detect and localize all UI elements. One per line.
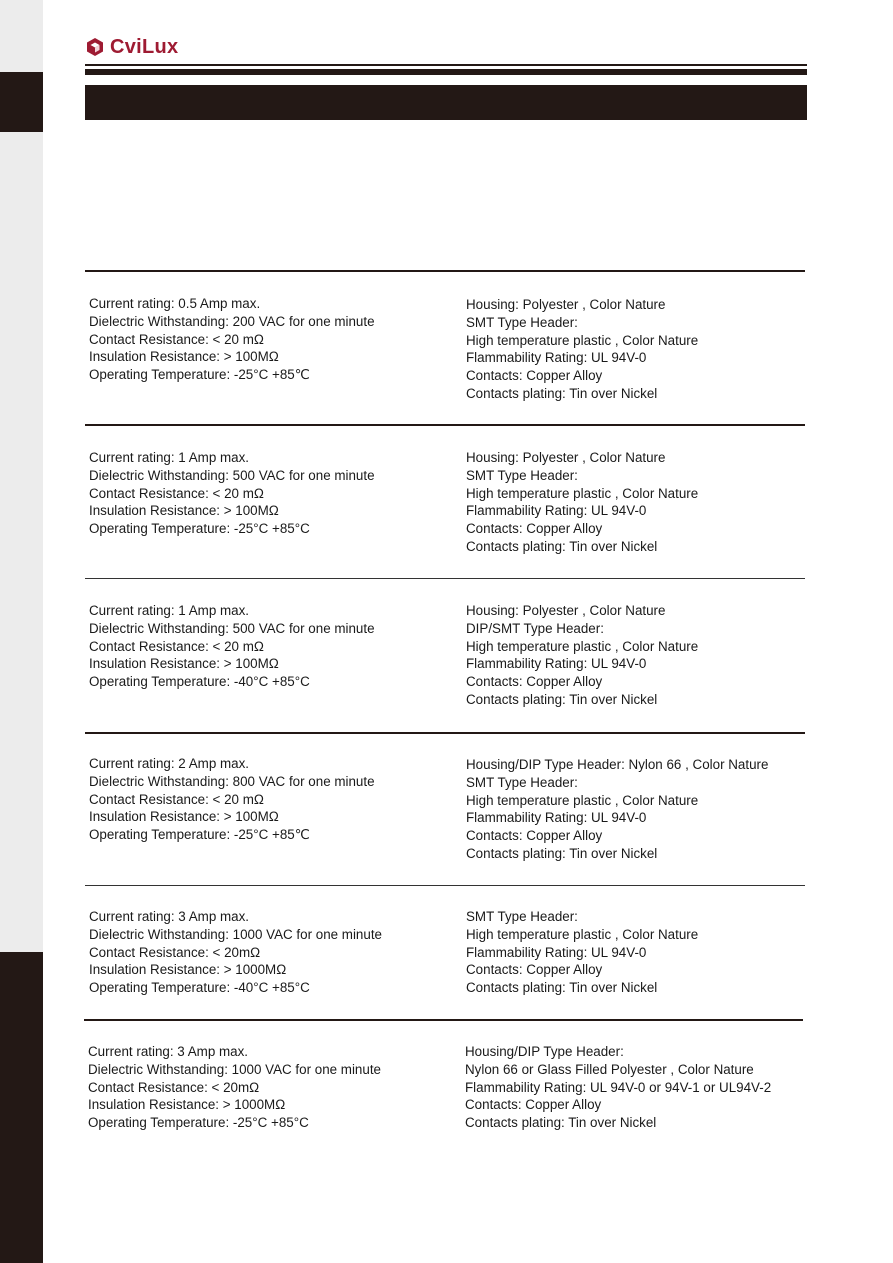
spec-line: Dielectric Withstanding: 500 VAC for one minute — [89, 620, 375, 636]
spec-line: High temperature plastic , Color Nature — [466, 792, 699, 808]
spec-electrical — [89, 908, 382, 997]
spec-line: High temperature plastic , Color Nature — [466, 485, 699, 501]
spec-line: Contact Resistance: < 20 mΩ — [89, 791, 264, 807]
spec-line: Current rating: 2 Amp max. — [89, 756, 250, 771]
spec-line: High temperature plastic , Color Nature — [466, 638, 699, 654]
spec-line: Contacts plating: Tin over Nickel — [466, 691, 658, 707]
title-bar — [85, 85, 807, 120]
spec-line: Housing/DIP Type Header: — [465, 1044, 624, 1059]
spec-line: SMT Type Header: — [466, 314, 578, 330]
spec-line: Contact Resistance: < 20mΩ — [88, 1079, 260, 1095]
spec-line: Contacts plating: Tin over Nickel — [465, 1115, 657, 1131]
spec-line: Dielectric Withstanding: 500 VAC for one minute — [89, 467, 375, 483]
spec-line: SMT Type Header: — [466, 909, 578, 924]
spec-line: Contacts plating: Tin over Nickel — [466, 845, 658, 861]
spec-line: Insulation Resistance: > 100MΩ — [89, 503, 279, 519]
spec-line: Housing: Polyester , Color Nature — [466, 297, 666, 312]
spec-line: Dielectric Withstanding: 1000 VAC for one minute — [88, 1061, 381, 1077]
spec-line: Contacts plating: Tin over Nickel — [466, 980, 658, 996]
section-divider — [85, 424, 805, 426]
spec-line: Contact Resistance: < 20 mΩ — [89, 485, 264, 501]
spec-line: Operating Temperature: -25°C +85℃ — [89, 367, 310, 383]
spec-material — [466, 449, 698, 556]
spec-line: Dielectric Withstanding: 200 VAC for one minute — [89, 313, 375, 329]
spec-line: Contacts: Copper Alloy — [466, 521, 603, 537]
spec-material — [466, 908, 698, 997]
spec-line: Operating Temperature: -25°C +85°C — [88, 1115, 309, 1131]
spec-line: Insulation Resistance: > 1000MΩ — [88, 1097, 286, 1113]
spec-material — [466, 602, 698, 709]
spec-line: Nylon 66 or Glass Filled Polyester , Color Nature — [465, 1061, 754, 1077]
spec-line: Housing: Polyester , Color Nature — [466, 450, 666, 465]
spec-line: Contact Resistance: < 20 mΩ — [89, 331, 264, 347]
spec-line: Insulation Resistance: > 100MΩ — [89, 656, 279, 672]
spec-line: Current rating: 1 Amp max. — [89, 603, 250, 618]
side-tab-marker-bottom — [0, 952, 43, 1263]
spec-line: Insulation Resistance: > 100MΩ — [89, 809, 279, 825]
spec-material — [465, 1043, 771, 1132]
spec-line: Operating Temperature: -25°C +85℃ — [89, 827, 310, 843]
spec-line: Contacts: Copper Alloy — [466, 962, 603, 978]
spec-electrical — [89, 295, 375, 384]
spec-electrical — [89, 602, 375, 691]
spec-line: Flammability Rating: UL 94V-0 — [466, 656, 647, 672]
spec-line: High temperature plastic , Color Nature — [466, 332, 699, 348]
spec-line: Operating Temperature: -40°C +85°C — [89, 980, 310, 996]
spec-line: Contact Resistance: < 20 mΩ — [89, 638, 264, 654]
spec-line: Insulation Resistance: > 100MΩ — [89, 349, 279, 365]
spec-line: Insulation Resistance: > 1000MΩ — [89, 962, 287, 978]
spec-electrical — [89, 755, 375, 844]
spec-material — [466, 756, 768, 863]
spec-line: Current rating: 3 Amp max. — [89, 909, 250, 924]
spec-line: Contacts: Copper Alloy — [466, 828, 603, 844]
spec-line: Flammability Rating: UL 94V-0 — [466, 350, 647, 366]
spec-line: Contacts: Copper Alloy — [466, 674, 603, 690]
spec-line: High temperature plastic , Color Nature — [466, 926, 699, 942]
spec-line: Contacts: Copper Alloy — [466, 368, 603, 384]
section-divider — [85, 578, 805, 579]
spec-electrical — [88, 1043, 381, 1132]
spec-line: SMT Type Header: — [466, 467, 578, 483]
section-divider — [84, 1019, 803, 1021]
spec-line: Current rating: 0.5 Amp max. — [89, 296, 261, 311]
spec-line: Contacts plating: Tin over Nickel — [466, 385, 658, 401]
spec-material — [466, 296, 698, 403]
spec-line: Current rating: 3 Amp max. — [88, 1044, 249, 1059]
spec-line: Contact Resistance: < 20mΩ — [89, 944, 261, 960]
section-divider — [85, 732, 805, 734]
spec-line: Housing/DIP Type Header: Nylon 66 , Color Nature — [466, 757, 769, 772]
spec-line: Current rating: 1 Amp max. — [89, 450, 250, 465]
spec-line: Flammability Rating: UL 94V-0 — [466, 503, 647, 519]
spec-line: Contacts plating: Tin over Nickel — [466, 538, 658, 554]
brand-logo — [85, 36, 178, 58]
spec-line: Dielectric Withstanding: 1000 VAC for one minute — [89, 926, 382, 942]
spec-electrical — [89, 449, 375, 538]
cvilux-logo-icon — [85, 37, 105, 57]
spec-line: Flammability Rating: UL 94V-0 — [466, 810, 647, 826]
section-divider — [85, 885, 805, 886]
spec-line: SMT Type Header: — [466, 774, 578, 790]
spec-line: Housing: Polyester , Color Nature — [466, 603, 666, 618]
spec-line: Dielectric Withstanding: 800 VAC for one minute — [89, 773, 375, 789]
spec-line: Operating Temperature: -40°C +85°C — [89, 674, 310, 690]
spec-line: Contacts: Copper Alloy — [465, 1097, 602, 1113]
spec-line: Operating Temperature: -25°C +85°C — [89, 521, 310, 537]
header-rule-thick — [85, 69, 807, 75]
section-divider — [85, 270, 805, 272]
spec-line: Flammability Rating: UL 94V-0 or 94V-1 or UL94V-2 — [465, 1079, 772, 1095]
brand-name: CviLux — [110, 36, 179, 58]
header-rule-thin — [85, 64, 807, 66]
spec-line: Flammability Rating: UL 94V-0 — [466, 944, 647, 960]
side-tab-marker-top — [0, 72, 43, 132]
spec-line: DIP/SMT Type Header: — [466, 620, 604, 636]
